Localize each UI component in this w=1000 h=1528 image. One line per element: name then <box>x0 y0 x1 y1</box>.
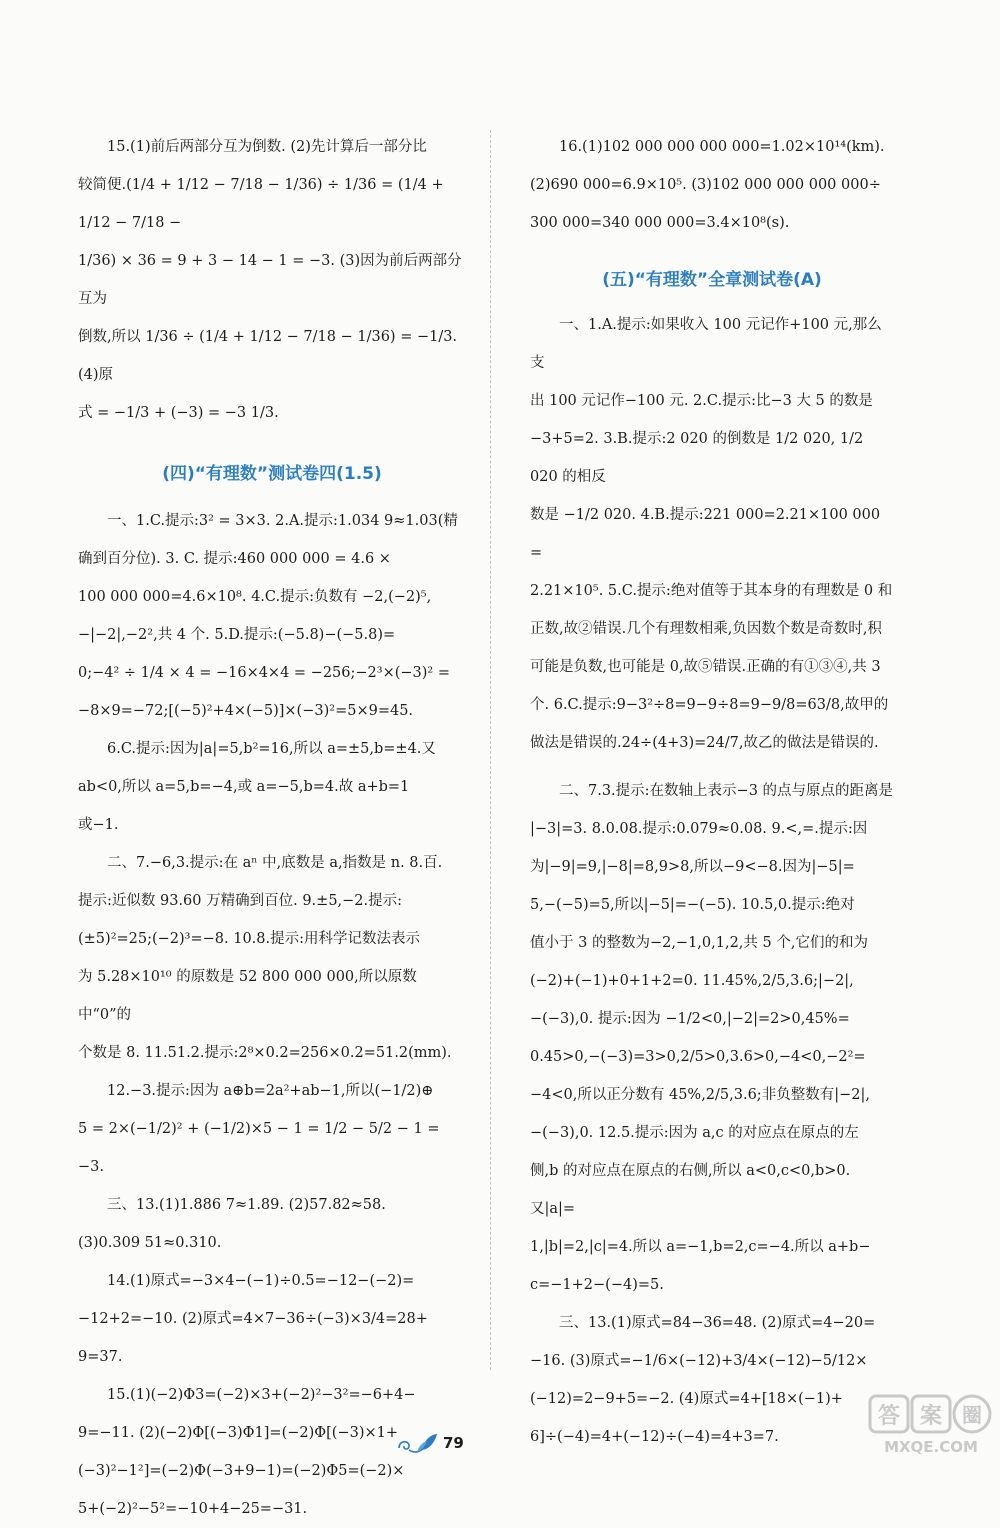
answer-line: |−3|=3. 8.0.08.提示:0.079≈0.08. 9.<,=.提示:因 <box>530 821 868 837</box>
answer-line: 侧,b 的对应点在原点的右侧,所以 a<0,c<0,b>0.又|a|= <box>530 1163 851 1217</box>
watermark-domain: MXQE.COM <box>884 1438 978 1456</box>
answer-line: 9=37. <box>78 1349 123 1365</box>
answer-line: (−12)=2−9+5=−2. (4)原式=4+[18×(−1)+ <box>530 1391 843 1407</box>
page-number: 79 <box>443 1434 464 1452</box>
answer-line: (−3)²−1²]=(−2)Φ(−3+9−1)=(−2)Φ5=(−2)× <box>78 1463 405 1479</box>
watermark-char-3: 圈 <box>962 1403 982 1427</box>
answer-line: 三、13.(1)原式=84−36=48. (2)原式=4−20= <box>559 1315 876 1331</box>
answer-line: (3)0.309 51≈0.310. <box>78 1235 222 1251</box>
answer-line: 9=−11. (2)(−2)Φ[(−3)Φ1]=(−2)Φ[(−3)×1+ <box>78 1425 399 1441</box>
answer-line: 16.(1)102 000 000 000 000=1.02×10¹⁴(km). <box>559 139 885 155</box>
answer-line: 三、13.(1)1.886 7≈1.89. (2)57.82≈58. <box>107 1197 386 1213</box>
answer-line: 做法是错误的.24÷(4+3)=24/7,故乙的做法是错误的. <box>530 735 879 751</box>
answer-16-prev-section <box>530 128 894 242</box>
spacer <box>530 762 894 772</box>
answer-line: 15.(1)(−2)Φ3=(−2)×3+(−2)²−3²=−6+4− <box>107 1387 416 1403</box>
answer-line: −(−3),0. 12.5.提示:因为 a,c 的对应点在原点的左 <box>530 1125 859 1141</box>
answer-line: −4<0,所以正分数有 45%,2/5,3.6;非负整数有|−2|, <box>530 1087 870 1103</box>
left-column <box>78 128 466 1528</box>
page-footer <box>0 1430 1000 1460</box>
answer-line: 6.C.提示:因为|a|=5,b²=16,所以 a=±5,b=±4.又 <box>107 741 436 757</box>
answer-line: 式 = −1/3 + (−3) = −3 1/3. <box>78 405 279 421</box>
answer-line: 可能是负数,也可能是 0,故⑤错误.正确的有①③④,共 3 <box>530 659 881 675</box>
answer-line: 100 000 000=4.6×10⁸. 4.C.提示:负数有 −2,(−2)⁵, <box>78 589 432 605</box>
answer-line: 300 000=340 000 000=3.4×10⁸(s). <box>530 215 790 231</box>
section-title-test-4: (四)“有理数”测试卷四(1.5) <box>162 464 382 484</box>
answer-line: 2.21×10⁵. 5.C.提示:绝对值等于其本身的有理数是 0 和 <box>530 583 893 599</box>
answer-line: 5 = 2×(−1/2)² + (−1/2)×5 − 1 = 1/2 − 5/2 − 1 = −3. <box>78 1121 440 1175</box>
answer-line: 1,|b|=2,|c|=4.所以 a=−1,b=2,c=−4.所以 a+b− <box>530 1239 871 1255</box>
answer-line: −(−3),0. 提示:因为 −1/2<0,|−2|=2>0,45%= <box>530 1011 850 1027</box>
answer-line: 倒数,所以 1/36 ÷ (1/4 + 1/12 − 7/18 − 1/36) = −1/3. (4)原 <box>78 329 458 383</box>
answer-line: 12.−3.提示:因为 a⊕b=2a²+ab−1,所以(−1/2)⊕ <box>107 1083 434 1099</box>
answer-line: 数是 −1/2 020. 4.B.提示:221 000=2.21×100 000 = <box>530 507 881 561</box>
answer-line: 个数是 8. 11.51.2.提示:2⁸×0.2=256×0.2=51.2(mm). <box>78 1045 452 1061</box>
answer-line: 出 100 元记作−100 元. 2.C.提示:比−3 大 5 的数是 <box>530 393 873 409</box>
answer-line: 5+(−2)²−5²=−10+4−25=−31. <box>78 1501 308 1517</box>
answer-line: 15.(1)前后两部分互为倒数. (2)先计算后一部分比 <box>107 139 427 155</box>
answer-line: 值小于 3 的整数为−2,−1,0,1,2,共 5 个,它们的和为 <box>530 935 868 951</box>
watermark-logo <box>868 1392 994 1456</box>
answer-line: 二、7.−6,3.提示:在 aⁿ 中,底数是 a,指数是 n. 8.百. <box>107 855 443 871</box>
section-5-answers <box>530 306 894 1456</box>
answer-line: −3+5=2. 3.B.提示:2 020 的倒数是 1/2 020, 1/2 020 的相反 <box>530 431 864 485</box>
answer-line: ab<0,所以 a=5,b=−4,或 a=−5,b=4.故 a+b=1 <box>78 779 410 795</box>
answer-line: 0.45>0,−(−3)=3>0,2/5>0,3.6>0,−4<0,−2²= <box>530 1049 866 1065</box>
answer-line: 0;−4² ÷ 1/4 × 4 = −16×4×4 = −256;−2³×(−3)² = <box>78 665 450 681</box>
answer-line: 5,−(−5)=5,所以|−5|=−(−5). 10.5,0.提示:绝对 <box>530 897 855 913</box>
answer-line: 确到百分位). 3. C. 提示:460 000 000 = 4.6 × <box>78 551 391 567</box>
answer-line: 14.(1)原式=−3×4−(−1)÷0.5=−12−(−2)= <box>107 1273 415 1289</box>
answer-line: 为 5.28×10¹⁰ 的原数是 52 800 000 000,所以原数中“0”的 <box>78 969 417 1023</box>
answer-line: 6]÷(−4)=4+(−12)÷(−4)=4+3=7. <box>530 1429 779 1445</box>
watermark-char-1: 答 <box>877 1404 901 1429</box>
answer-line: 一、1.C.提示:3² = 3×3. 2.A.提示:1.034 9≈1.03(精 <box>107 513 458 529</box>
answer-line: −16. (3)原式=−1/6×(−12)+3/4×(−12)−5/12× <box>530 1353 868 1369</box>
right-column <box>530 128 894 1456</box>
answer-line: 较简便.(1/4 + 1/12 − 7/18 − 1/36) ÷ 1/36 = (1/4 + 1/12 − 7/18 − <box>78 177 444 231</box>
answer-line: 正数,故②错误.几个有理数相乘,负因数个数是奇数时,积 <box>530 621 882 637</box>
answer-line: c=−1+2−(−4)=5. <box>530 1277 664 1293</box>
column-divider <box>490 130 491 1370</box>
answer-line: 1/36) × 36 = 9 + 3 − 14 − 1 = −3. (3)因为前后两部分互为 <box>78 253 462 307</box>
answer-line: −12+2=−10. (2)原式=4×7−36÷(−3)×3/4=28+ <box>78 1311 428 1327</box>
answer-line: 提示:近似数 93.60 万精确到百位. 9.±5,−2.提示: <box>78 893 403 909</box>
swirl-leaf-icon <box>395 1432 439 1456</box>
answer-line: 二、7.3.提示:在数轴上表示−3 的点与原点的距离是 <box>559 783 894 799</box>
section-title-chapter-test-a: (五)“有理数”全章测试卷(A) <box>602 270 822 290</box>
answer-line: (±5)²=25;(−2)³=−8. 10.8.提示:用科学记数法表示 <box>78 931 421 947</box>
answer-15-prev-section <box>78 128 466 432</box>
answer-line: 个. 6.C.提示:9−3²÷8=9−9÷8=9−9/8=63/8,故甲的 <box>530 697 889 713</box>
answer-line: 或−1. <box>78 817 119 833</box>
answer-line: (2)690 000=6.9×10⁵. (3)102 000 000 000 000÷ <box>530 177 881 193</box>
answer-line: −|−2|,−2²,共 4 个. 5.D.提示:(−5.8)−(−5.8)= <box>78 627 396 643</box>
answer-line: 一、1.A.提示:如果收入 100 元记作+100 元,那么支 <box>530 317 882 371</box>
answer-line: (−2)+(−1)+0+1+2=0. 11.45%,2/5,3.6;|−2|, <box>530 973 854 989</box>
answer-line: 为|−9|=9,|−8|=8,9>8,所以−9<−8.因为|−5|= <box>530 859 855 875</box>
section-4-answers <box>78 502 466 1528</box>
answer-line: −8×9=−72;[(−5)²+4×(−5)]×(−3)²=5×9=45. <box>78 703 414 719</box>
watermark-char-2: 案 <box>919 1404 943 1429</box>
